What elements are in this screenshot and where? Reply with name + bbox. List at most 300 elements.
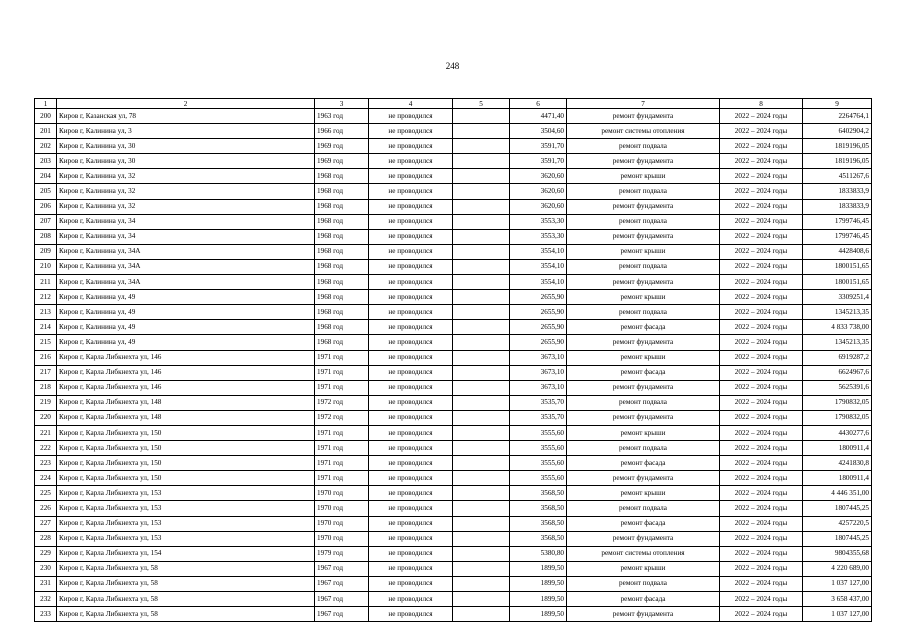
cost-cell: 9804355,68 [803, 546, 872, 561]
address-cell: Киров г, Карла Либкнехта ул, 150 [57, 471, 315, 486]
build-year-cell: 1968 год [315, 320, 369, 335]
address-cell: Киров г, Карла Либкнехта ул, 146 [57, 380, 315, 395]
row-number-cell: 206 [35, 199, 57, 214]
col-5-cell [453, 154, 510, 169]
col-5-cell [453, 365, 510, 380]
row-number-cell: 202 [35, 139, 57, 154]
table-row [35, 290, 872, 305]
area-cell: 3673,10 [510, 380, 567, 395]
col-5-cell [453, 305, 510, 320]
address-cell: Киров г, Карла Либкнехта ул, 58 [57, 592, 315, 607]
table-row [35, 259, 872, 274]
cost-cell: 4 220 689,00 [803, 561, 872, 576]
period-cell: 2022 – 2024 годы [720, 305, 803, 320]
row-number-cell: 205 [35, 184, 57, 199]
col-5-cell [453, 214, 510, 229]
cost-cell: 1833833,9 [803, 199, 872, 214]
address-cell: Киров г, Калинина ул, 32 [57, 199, 315, 214]
last-repair-cell: не проводился [369, 199, 453, 214]
address-cell: Киров г, Карла Либкнехта ул, 154 [57, 546, 315, 561]
work-type-cell: ремонт подвала [567, 441, 720, 456]
work-type-cell: ремонт системы отопления [567, 546, 720, 561]
table-row [35, 395, 872, 410]
address-cell: Киров г, Казанская ул, 78 [57, 109, 315, 124]
table-row [35, 154, 872, 169]
period-cell: 2022 – 2024 годы [720, 320, 803, 335]
table-row [35, 486, 872, 501]
last-repair-cell: не проводился [369, 184, 453, 199]
table-row [35, 425, 872, 440]
cost-cell: 1345213,35 [803, 335, 872, 350]
row-number-cell: 227 [35, 516, 57, 531]
work-type-cell: ремонт подвала [567, 214, 720, 229]
period-cell: 2022 – 2024 годы [720, 109, 803, 124]
last-repair-cell: не проводился [369, 290, 453, 305]
row-number-cell: 222 [35, 441, 57, 456]
build-year-cell: 1968 год [315, 184, 369, 199]
column-number-row [35, 99, 872, 109]
work-type-cell: ремонт крыши [567, 350, 720, 365]
table-row [35, 139, 872, 154]
address-cell: Киров г, Калинина ул, 49 [57, 290, 315, 305]
address-cell: Киров г, Калинина ул, 34А [57, 275, 315, 290]
area-cell: 3620,60 [510, 184, 567, 199]
column-header: 6 [510, 99, 567, 109]
cost-cell: 4257220,5 [803, 516, 872, 531]
build-year-cell: 1971 год [315, 471, 369, 486]
period-cell: 2022 – 2024 годы [720, 546, 803, 561]
column-header: 9 [803, 99, 872, 109]
work-type-cell: ремонт фасада [567, 516, 720, 531]
last-repair-cell: не проводился [369, 275, 453, 290]
address-cell: Киров г, Калинина ул, 30 [57, 139, 315, 154]
work-type-cell: ремонт фасада [567, 456, 720, 471]
address-cell: Киров г, Калинина ул, 49 [57, 320, 315, 335]
period-cell: 2022 – 2024 годы [720, 229, 803, 244]
area-cell: 3568,50 [510, 486, 567, 501]
address-cell: Киров г, Карла Либкнехта ул, 153 [57, 531, 315, 546]
cost-cell: 4428408,6 [803, 244, 872, 259]
cost-cell: 3 658 437,00 [803, 592, 872, 607]
period-cell: 2022 – 2024 годы [720, 154, 803, 169]
work-type-cell: ремонт подвала [567, 305, 720, 320]
period-cell: 2022 – 2024 годы [720, 380, 803, 395]
last-repair-cell: не проводился [369, 109, 453, 124]
row-number-cell: 232 [35, 592, 57, 607]
build-year-cell: 1970 год [315, 531, 369, 546]
last-repair-cell: не проводился [369, 124, 453, 139]
period-cell: 2022 – 2024 годы [720, 184, 803, 199]
col-5-cell [453, 259, 510, 274]
address-cell: Киров г, Калинина ул, 32 [57, 169, 315, 184]
work-type-cell: ремонт крыши [567, 425, 720, 440]
table-row [35, 471, 872, 486]
row-number-cell: 219 [35, 395, 57, 410]
work-type-cell: ремонт подвала [567, 501, 720, 516]
area-cell: 1899,50 [510, 576, 567, 591]
col-5-cell [453, 380, 510, 395]
col-5-cell [453, 607, 510, 622]
cost-cell: 1800151,65 [803, 275, 872, 290]
work-type-cell: ремонт подвала [567, 184, 720, 199]
address-cell: Киров г, Карла Либкнехта ул, 150 [57, 456, 315, 471]
last-repair-cell: не проводился [369, 456, 453, 471]
row-number-cell: 233 [35, 607, 57, 622]
build-year-cell: 1970 год [315, 501, 369, 516]
row-number-cell: 230 [35, 561, 57, 576]
build-year-cell: 1979 год [315, 546, 369, 561]
last-repair-cell: не проводился [369, 259, 453, 274]
period-cell: 2022 – 2024 годы [720, 395, 803, 410]
col-5-cell [453, 576, 510, 591]
area-cell: 3553,30 [510, 214, 567, 229]
area-cell: 2655,90 [510, 290, 567, 305]
address-cell: Киров г, Карла Либкнехта ул, 153 [57, 486, 315, 501]
work-type-cell: ремонт фундамента [567, 380, 720, 395]
period-cell: 2022 – 2024 годы [720, 244, 803, 259]
cost-cell: 4241830,8 [803, 456, 872, 471]
cost-cell: 1807445,25 [803, 501, 872, 516]
area-cell: 3673,10 [510, 350, 567, 365]
column-header: 4 [369, 99, 453, 109]
period-cell: 2022 – 2024 годы [720, 410, 803, 425]
build-year-cell: 1971 год [315, 380, 369, 395]
area-cell: 3554,10 [510, 259, 567, 274]
cost-cell: 1790832,05 [803, 395, 872, 410]
last-repair-cell: не проводился [369, 154, 453, 169]
period-cell: 2022 – 2024 годы [720, 350, 803, 365]
period-cell: 2022 – 2024 годы [720, 516, 803, 531]
row-number-cell: 226 [35, 501, 57, 516]
row-number-cell: 213 [35, 305, 57, 320]
col-5-cell [453, 109, 510, 124]
build-year-cell: 1971 год [315, 441, 369, 456]
col-5-cell [453, 471, 510, 486]
address-cell: Киров г, Карла Либкнехта ул, 150 [57, 425, 315, 440]
build-year-cell: 1971 год [315, 425, 369, 440]
col-5-cell [453, 546, 510, 561]
row-number-cell: 207 [35, 214, 57, 229]
col-5-cell [453, 335, 510, 350]
col-5-cell [453, 244, 510, 259]
column-header: 7 [567, 99, 720, 109]
build-year-cell: 1968 год [315, 169, 369, 184]
row-number-cell: 229 [35, 546, 57, 561]
last-repair-cell: не проводился [369, 244, 453, 259]
area-cell: 3555,60 [510, 456, 567, 471]
col-5-cell [453, 410, 510, 425]
row-number-cell: 212 [35, 290, 57, 305]
address-cell: Киров г, Калинина ул, 30 [57, 154, 315, 169]
col-5-cell [453, 456, 510, 471]
table-row [35, 229, 872, 244]
address-cell: Киров г, Карла Либкнехта ул, 58 [57, 561, 315, 576]
address-cell: Киров г, Карла Либкнехта ул, 58 [57, 576, 315, 591]
build-year-cell: 1969 год [315, 154, 369, 169]
area-cell: 3620,60 [510, 199, 567, 214]
last-repair-cell: не проводился [369, 214, 453, 229]
area-cell: 3673,10 [510, 365, 567, 380]
area-cell: 3591,70 [510, 154, 567, 169]
row-number-cell: 225 [35, 486, 57, 501]
last-repair-cell: не проводился [369, 471, 453, 486]
area-cell: 3620,60 [510, 169, 567, 184]
last-repair-cell: не проводился [369, 395, 453, 410]
build-year-cell: 1968 год [315, 275, 369, 290]
column-header: 8 [720, 99, 803, 109]
col-5-cell [453, 516, 510, 531]
work-type-cell: ремонт системы отопления [567, 124, 720, 139]
work-type-cell: ремонт фасада [567, 592, 720, 607]
row-number-cell: 221 [35, 425, 57, 440]
col-5-cell [453, 486, 510, 501]
work-type-cell: ремонт фундамента [567, 410, 720, 425]
last-repair-cell: не проводился [369, 576, 453, 591]
row-number-cell: 228 [35, 531, 57, 546]
address-cell: Киров г, Карла Либкнехта ул, 153 [57, 516, 315, 531]
cost-cell: 1819196,05 [803, 139, 872, 154]
build-year-cell: 1968 год [315, 199, 369, 214]
column-header: 1 [35, 99, 57, 109]
cost-cell: 1345213,35 [803, 305, 872, 320]
period-cell: 2022 – 2024 годы [720, 214, 803, 229]
col-5-cell [453, 561, 510, 576]
address-cell: Киров г, Карла Либкнехта ул, 150 [57, 441, 315, 456]
period-cell: 2022 – 2024 годы [720, 365, 803, 380]
last-repair-cell: не проводился [369, 169, 453, 184]
col-5-cell [453, 592, 510, 607]
table-row [35, 335, 872, 350]
col-5-cell [453, 124, 510, 139]
cost-cell: 6919287,2 [803, 350, 872, 365]
period-cell: 2022 – 2024 годы [720, 456, 803, 471]
address-cell: Киров г, Калинина ул, 32 [57, 184, 315, 199]
table-row [35, 410, 872, 425]
cost-cell: 4 446 351,00 [803, 486, 872, 501]
work-type-cell: ремонт подвала [567, 576, 720, 591]
address-cell: Киров г, Карла Либкнехта ул, 58 [57, 607, 315, 622]
cost-cell: 6624967,6 [803, 365, 872, 380]
area-cell: 4471,40 [510, 109, 567, 124]
last-repair-cell: не проводился [369, 139, 453, 154]
address-cell: Киров г, Калинина ул, 49 [57, 305, 315, 320]
area-cell: 3591,70 [510, 139, 567, 154]
work-type-cell: ремонт фундамента [567, 275, 720, 290]
page-number: 248 [445, 61, 460, 71]
row-number-cell: 209 [35, 244, 57, 259]
build-year-cell: 1970 год [315, 486, 369, 501]
last-repair-cell: не проводился [369, 229, 453, 244]
row-number-cell: 203 [35, 154, 57, 169]
cost-cell: 1807445,25 [803, 531, 872, 546]
last-repair-cell: не проводился [369, 561, 453, 576]
table-row [35, 109, 872, 124]
col-5-cell [453, 184, 510, 199]
period-cell: 2022 – 2024 годы [720, 576, 803, 591]
table-row [35, 516, 872, 531]
build-year-cell: 1968 год [315, 305, 369, 320]
last-repair-cell: не проводился [369, 320, 453, 335]
build-year-cell: 1972 год [315, 395, 369, 410]
last-repair-cell: не проводился [369, 592, 453, 607]
build-year-cell: 1971 год [315, 350, 369, 365]
build-year-cell: 1968 год [315, 335, 369, 350]
work-type-cell: ремонт крыши [567, 290, 720, 305]
cost-cell: 5625391,6 [803, 380, 872, 395]
area-cell: 3555,60 [510, 441, 567, 456]
table-row [35, 305, 872, 320]
period-cell: 2022 – 2024 годы [720, 486, 803, 501]
last-repair-cell: не проводился [369, 380, 453, 395]
cost-cell: 1 037 127,00 [803, 576, 872, 591]
area-cell: 3553,30 [510, 229, 567, 244]
area-cell: 3554,10 [510, 244, 567, 259]
cost-cell: 2264764,1 [803, 109, 872, 124]
address-cell: Киров г, Карла Либкнехта ул, 146 [57, 350, 315, 365]
address-cell: Киров г, Калинина ул, 34 [57, 229, 315, 244]
period-cell: 2022 – 2024 годы [720, 561, 803, 576]
work-type-cell: ремонт фундамента [567, 229, 720, 244]
work-type-cell: ремонт подвала [567, 259, 720, 274]
cost-cell: 1799746,45 [803, 214, 872, 229]
col-5-cell [453, 395, 510, 410]
build-year-cell: 1967 год [315, 561, 369, 576]
table-row [35, 365, 872, 380]
work-type-cell: ремонт крыши [567, 169, 720, 184]
last-repair-cell: не проводился [369, 531, 453, 546]
build-year-cell: 1970 год [315, 516, 369, 531]
work-type-cell: ремонт крыши [567, 486, 720, 501]
build-year-cell: 1968 год [315, 229, 369, 244]
work-type-cell: ремонт фундамента [567, 199, 720, 214]
work-type-cell: ремонт подвала [567, 139, 720, 154]
area-cell: 2655,90 [510, 320, 567, 335]
cost-cell: 1799746,45 [803, 229, 872, 244]
work-type-cell: ремонт фундамента [567, 335, 720, 350]
row-number-cell: 220 [35, 410, 57, 425]
cost-cell: 1800151,65 [803, 259, 872, 274]
column-header: 5 [453, 99, 510, 109]
table-row [35, 380, 872, 395]
work-type-cell: ремонт фундамента [567, 531, 720, 546]
table-row [35, 531, 872, 546]
column-header: 3 [315, 99, 369, 109]
column-header: 2 [57, 99, 315, 109]
work-type-cell: ремонт фундамента [567, 471, 720, 486]
col-5-cell [453, 199, 510, 214]
build-year-cell: 1968 год [315, 214, 369, 229]
last-repair-cell: не проводился [369, 486, 453, 501]
area-cell: 5380,80 [510, 546, 567, 561]
area-cell: 2655,90 [510, 335, 567, 350]
address-cell: Киров г, Карла Либкнехта ул, 148 [57, 410, 315, 425]
cost-cell: 4511267,6 [803, 169, 872, 184]
area-cell: 3535,70 [510, 395, 567, 410]
period-cell: 2022 – 2024 годы [720, 169, 803, 184]
build-year-cell: 1966 год [315, 124, 369, 139]
cost-cell: 1833833,9 [803, 184, 872, 199]
cost-cell: 1819196,05 [803, 154, 872, 169]
last-repair-cell: не проводился [369, 305, 453, 320]
area-cell: 3504,60 [510, 124, 567, 139]
area-cell: 3555,60 [510, 471, 567, 486]
cost-cell: 6402904,2 [803, 124, 872, 139]
area-cell: 1899,50 [510, 607, 567, 622]
table-row [35, 561, 872, 576]
work-type-cell: ремонт крыши [567, 561, 720, 576]
row-number-cell: 223 [35, 456, 57, 471]
table-row [35, 456, 872, 471]
period-cell: 2022 – 2024 годы [720, 199, 803, 214]
col-5-cell [453, 139, 510, 154]
table-row [35, 320, 872, 335]
period-cell: 2022 – 2024 годы [720, 124, 803, 139]
table-row [35, 169, 872, 184]
table-row [35, 576, 872, 591]
area-cell: 3568,50 [510, 531, 567, 546]
row-number-cell: 201 [35, 124, 57, 139]
work-type-cell: ремонт фундамента [567, 109, 720, 124]
work-type-cell: ремонт фасада [567, 365, 720, 380]
area-cell: 3568,50 [510, 501, 567, 516]
build-year-cell: 1969 год [315, 139, 369, 154]
row-number-cell: 231 [35, 576, 57, 591]
build-year-cell: 1967 год [315, 576, 369, 591]
address-cell: Киров г, Калинина ул, 49 [57, 335, 315, 350]
period-cell: 2022 – 2024 годы [720, 259, 803, 274]
build-year-cell: 1967 год [315, 607, 369, 622]
row-number-cell: 218 [35, 380, 57, 395]
table-row [35, 607, 872, 622]
col-5-cell [453, 320, 510, 335]
period-cell: 2022 – 2024 годы [720, 441, 803, 456]
cost-cell: 1800911,4 [803, 441, 872, 456]
period-cell: 2022 – 2024 годы [720, 290, 803, 305]
cost-cell: 1 037 127,00 [803, 607, 872, 622]
work-type-cell: ремонт подвала [567, 395, 720, 410]
col-5-cell [453, 501, 510, 516]
housing-repair-table [34, 98, 872, 622]
table-row [35, 275, 872, 290]
table-row [35, 501, 872, 516]
period-cell: 2022 – 2024 годы [720, 139, 803, 154]
last-repair-cell: не проводился [369, 516, 453, 531]
build-year-cell: 1963 год [315, 109, 369, 124]
build-year-cell: 1968 год [315, 244, 369, 259]
last-repair-cell: не проводился [369, 607, 453, 622]
address-cell: Киров г, Калинина ул, 34 [57, 214, 315, 229]
area-cell: 1899,50 [510, 592, 567, 607]
last-repair-cell: не проводился [369, 350, 453, 365]
col-5-cell [453, 350, 510, 365]
row-number-cell: 211 [35, 275, 57, 290]
col-5-cell [453, 441, 510, 456]
build-year-cell: 1971 год [315, 456, 369, 471]
cost-cell: 1800911,4 [803, 471, 872, 486]
last-repair-cell: не проводился [369, 410, 453, 425]
last-repair-cell: не проводился [369, 546, 453, 561]
address-cell: Киров г, Карла Либкнехта ул, 153 [57, 501, 315, 516]
build-year-cell: 1968 год [315, 259, 369, 274]
row-number-cell: 216 [35, 350, 57, 365]
work-type-cell: ремонт крыши [567, 244, 720, 259]
cost-cell: 4430277,6 [803, 425, 872, 440]
address-cell: Киров г, Калинина ул, 34А [57, 244, 315, 259]
row-number-cell: 214 [35, 320, 57, 335]
period-cell: 2022 – 2024 годы [720, 531, 803, 546]
last-repair-cell: не проводился [369, 441, 453, 456]
row-number-cell: 200 [35, 109, 57, 124]
